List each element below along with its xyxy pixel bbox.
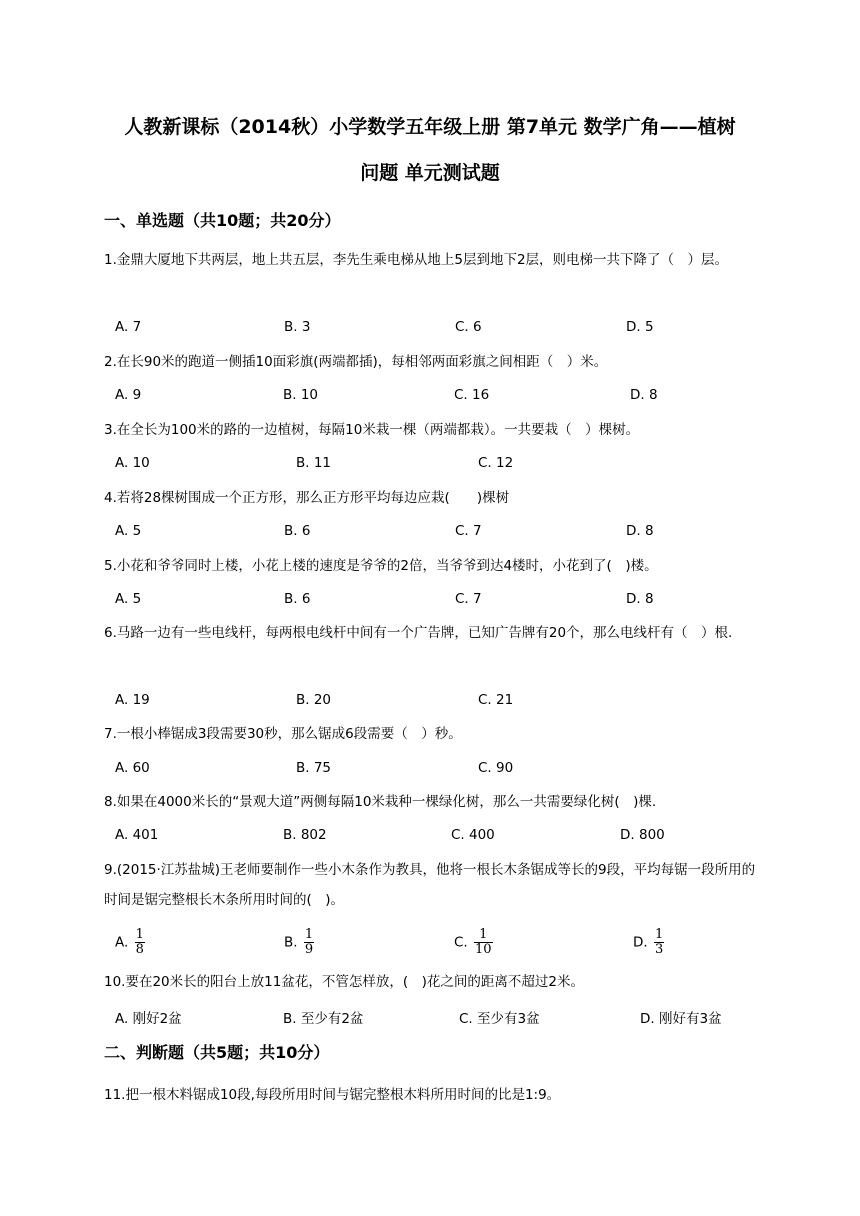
question-2-options	[0, 387, 860, 411]
fraction-numerator: 1	[304, 927, 314, 942]
fraction-denominator: 9	[304, 942, 314, 957]
question-8: 8.如果在4000米长的“景观大道”两侧每隔10米栽种一棵绿化树，那么一共需要绿化树( )棵.	[104, 794, 657, 810]
fraction-numerator: 1	[654, 927, 664, 942]
option-c[interactable]: C. 7	[455, 591, 482, 607]
document-title-line2: 问题 单元测试题	[360, 162, 500, 184]
option-c[interactable]	[454, 928, 493, 957]
option-d[interactable]: D. 8	[630, 387, 658, 403]
option-b[interactable]: B. 至少有2盆	[283, 1011, 364, 1027]
fraction-1-3	[654, 928, 664, 957]
question-6-options	[0, 692, 860, 716]
question-8-options	[0, 827, 860, 851]
question-1-options	[0, 319, 860, 343]
fraction-numerator: 1	[474, 928, 493, 943]
option-a[interactable]: A. 5	[115, 523, 142, 539]
option-b[interactable]: B. 6	[284, 591, 311, 607]
option-a[interactable]: A. 60	[115, 760, 150, 776]
section-heading-true-false: 二、判断题（共5题；共10分）	[104, 1043, 330, 1062]
option-a[interactable]: A. 刚好2盆	[115, 1011, 182, 1027]
option-b[interactable]: B. 20	[296, 692, 332, 708]
option-a[interactable]: A. 10	[115, 455, 150, 471]
fraction-1-8	[135, 928, 145, 957]
option-c[interactable]: C. 6	[455, 319, 482, 335]
question-3: 3.在全长为100米的路的一边植树，每隔10米栽一棵（两端都栽）。一共要栽（ ）棵树。	[104, 422, 640, 438]
option-d[interactable]	[633, 928, 664, 957]
option-c[interactable]: C. 400	[451, 827, 495, 843]
option-c-label: C.	[454, 934, 468, 951]
question-2: 2.在长90米的跑道一侧插10面彩旗(两端都插)，每相邻两面彩旗之间相距（ ）米。	[104, 354, 608, 370]
option-a[interactable]: A. 5	[115, 591, 142, 607]
option-b[interactable]: B. 11	[296, 455, 332, 471]
question-9-options	[0, 928, 860, 960]
question-1: 1.金鼎大厦地下共两层，地上共五层，李先生乘电梯从地上5层到地下2层，则电梯一共下降了（ ）层。	[104, 252, 729, 268]
option-d[interactable]: D. 5	[626, 319, 654, 335]
document-title-line1: 人教新课标（2014秋）小学数学五年级上册 第7单元 数学广角——植树	[124, 116, 736, 138]
question-6: 6.马路一边有一些电线杆，每两根电线杆中间有一个广告牌，已知广告牌有20个，那么电线杆有（ ）根.	[104, 625, 733, 641]
question-5: 5.小花和爷爷同时上楼，小花上楼的速度是爷爷的2倍，当爷爷到达4楼时，小花到了( )楼。	[104, 558, 658, 574]
question-4: 4.若将28棵树围成一个正方形，那么正方形平均每边应栽( )棵树	[104, 490, 510, 506]
question-9: 9.(2015·江苏盐城)王老师要制作一些小木条作为教具，他将一根长木条锯成等长的9段，平均每锯一段所用的时间是锯完整根长木条所用时间的( )。	[104, 862, 756, 908]
option-a[interactable]: A. 401	[115, 827, 159, 843]
option-c[interactable]: C. 至少有3盆	[459, 1011, 540, 1027]
option-d[interactable]: D. 800	[620, 827, 665, 843]
question-10: 10.要在20米长的阳台上放11盆花，不管怎样放，( )花之间的距离不超过2米。	[104, 974, 584, 990]
option-a[interactable]: A. 9	[115, 387, 142, 403]
fraction-denominator: 10	[475, 942, 492, 957]
option-d[interactable]: D. 8	[626, 591, 654, 607]
option-c[interactable]: C. 16	[454, 387, 490, 403]
option-c[interactable]: C. 90	[478, 760, 514, 776]
option-b[interactable]: B. 10	[283, 387, 319, 403]
section-heading-single-choice: 一、单选题（共10题；共20分）	[104, 211, 341, 230]
fraction-1-9	[304, 928, 314, 957]
question-3-options	[0, 455, 860, 479]
fraction-denominator: 8	[135, 942, 144, 957]
option-d[interactable]: D. 8	[626, 523, 654, 539]
fraction-numerator: 1	[135, 927, 144, 942]
fraction-1-10	[474, 928, 493, 957]
question-11: 11.把一根木料锯成10段,每段所用时间与锯完整根木料所用时间的比是1:9。	[104, 1087, 561, 1103]
option-a[interactable]: A. 19	[115, 692, 150, 708]
option-c[interactable]: C. 21	[478, 692, 514, 708]
option-b[interactable]: B. 3	[284, 319, 311, 335]
question-5-options	[0, 591, 860, 615]
question-7-options	[0, 760, 860, 784]
option-d[interactable]: D. 刚好有3盆	[640, 1011, 722, 1027]
option-b[interactable]: B. 802	[283, 827, 327, 843]
option-c[interactable]: C. 7	[455, 523, 482, 539]
question-7: 7.一根小棒锯成3段需要30秒，那么锯成6段需要（ ）秒。	[104, 726, 462, 742]
question-10-options	[0, 1007, 860, 1031]
option-b[interactable]: B. 6	[284, 523, 311, 539]
question-4-options	[0, 523, 860, 547]
option-a[interactable]	[115, 928, 145, 957]
option-b-label: B.	[284, 934, 298, 951]
option-b[interactable]	[284, 928, 314, 957]
option-a[interactable]: A. 7	[115, 319, 142, 335]
option-a-label: A.	[115, 934, 129, 951]
option-c[interactable]: C. 12	[478, 455, 514, 471]
option-d-label: D.	[633, 934, 648, 951]
fraction-denominator: 3	[654, 942, 664, 957]
option-b[interactable]: B. 75	[296, 760, 332, 776]
